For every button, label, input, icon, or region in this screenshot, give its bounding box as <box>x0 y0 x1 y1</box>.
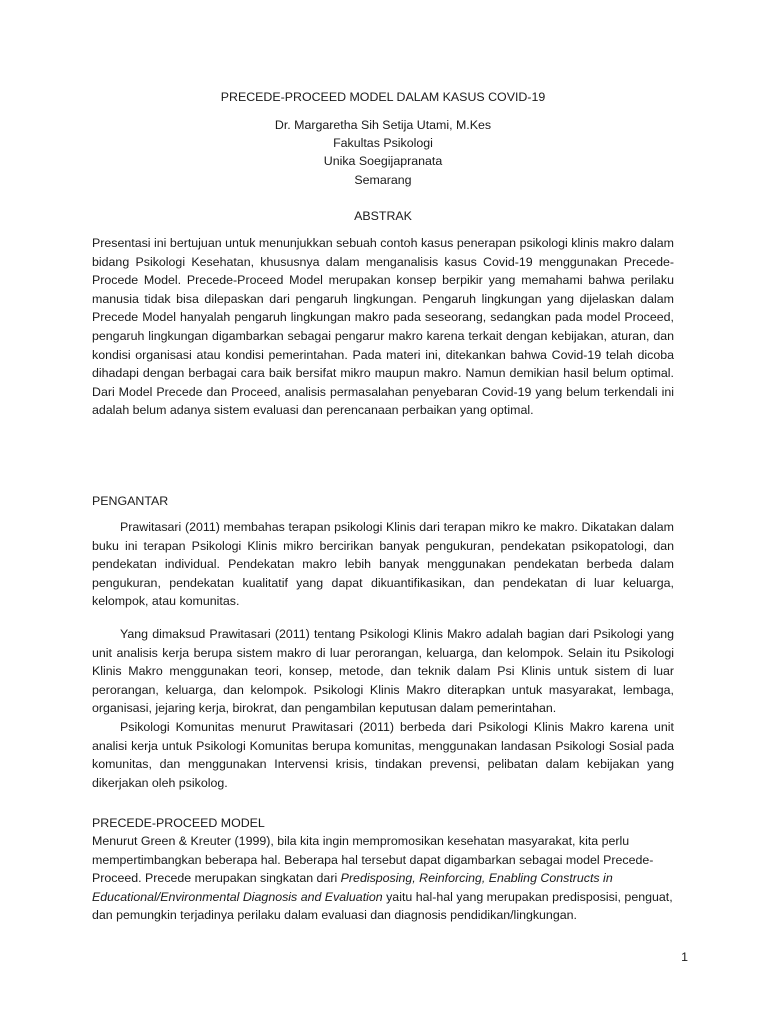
author-name: Dr. Margaretha Sih Setija Utami, M.Kes <box>274 118 492 132</box>
model-heading: PRECEDE-PROCEED MODEL <box>92 816 265 830</box>
author-block <box>92 116 674 189</box>
document-page <box>92 0 688 1024</box>
model-paragraph-1-start: Menurut Green & Kreuter (1999), bila kita ingin mempromosikan kesehatan masyarakat, kita perlu mempertimbangkan beberapa hal. Beberapa hal tersebut dapat digambarkan sebagai model Precede-Proceed. Precede merupakan singkatan dari <box>92 834 654 886</box>
model-paragraph-1-italic: Predisposing, Reinforcing, Enabling Constructs in Educational/Environmental Diagnosis and Evaluation <box>92 871 613 904</box>
document-title: PRECEDE-PROCEED MODEL DALAM KASUS COVID-19 <box>220 90 546 104</box>
pengantar-paragraph-3: Psikologi Komunitas menurut Prawitasari (2011) berbeda dari Psikologi Klinis Makro karena unit analisi kerja untuk Psikologi Komunitas berupa komunitas, menggunakan landasan Psikologi Sosial pada komunitas, dan menggunakan Intervensi krisis, tindakan prevensi, pelibatan dalam kebijakan yang dikerjakan oleh psikolog. <box>92 719 674 790</box>
pengantar-paragraph-2: Yang dimaksud Prawitasari (2011) tentang Psikologi Klinis Makro adalah bagian dari Psikologi yang unit analisis kerja berupa sistem makro di luar perorangan, keluarga, dan kelompok. Selain itu Psikologi Klinis Makro menggunakan teori, konsep, metode, dan teknik dalam Psi Klinis untuk sistem di luar perorangan, keluarga, dan kelompok. Psikologi Klinis Makro diterapkan untuk masyarakat, lembaga, organisasi, jejaring kerja, birokrat, dan pengambilan keputusan dalam pemerintahan. <box>92 626 674 716</box>
pengantar-section <box>92 518 674 792</box>
abstract-text: Presentasi ini bertujuan untuk menunjukkan sebuah contoh kasus penerapan psikologi klinis makro dalam bidang Psikologi Kesehatan, khususnya dalam menganalisis kasus Covid-19 menggunakan Precede-Procede Model. Precede-Proceed Model merupakan konsep berpikir yang memahami bahwa perilaku manusia tidak bisa dilepaskan dari pengaruh lingkungan. Pengaruh lingkungan yang dijelaskan dalam Precede Model hanyalah pengaruh lingkungan makro pada seseorang, sedangkan pada model Proceed, pengaruh lingkungan digambarkan sebagai pengarur makro karena terkait dengan kebijakan, aturan, dan kondisi organisasi atau kondisi pemerintahan. Pada materi ini, ditekankan bahwa Covid-19 telah dicoba dihadapi dengan berbagai cara baik bersifat mikro maupun makro. Namun demikian hasil belum optimal. Dari Model Precede dan Proceed, analisis permasalahan penyebaran Covid-19 yang belum terkendali ini adalah belum adanya sistem evaluasi dan perencanaan perbaikan yang optimal. <box>92 236 674 418</box>
pengantar-paragraph-1: Prawitasari (2011) membahas terapan psikologi Klinis dari terapan mikro ke makro. Dikatakan dalam buku ini terapan Psikologi Klinis mikro bercirikan banyak pengukuran, pendekatan psikopatologi, dan pendekatan individual. Pendekatan makro lebih banyak menggunakan pendekatan berbeda dalam pengukuran, pendekatan kualitatif yang dapat dikuantifikasikan, dan pendekatan di luar keluarga, kelompok, atau komunitas. <box>92 520 674 609</box>
author-faculty: Fakultas Psikologi <box>333 136 433 151</box>
model-paragraph-1 <box>92 832 674 925</box>
model-paragraph-1-end: yaitu hal-hal yang merupakan predisposisi, penguat, dan pemungkin terjadinya perilaku dalam evaluasi dan diagnosis pendidikan/lingkungan. <box>92 889 673 923</box>
page-number: 1 <box>681 950 688 964</box>
pengantar-heading: PENGANTAR <box>92 494 169 508</box>
abstract-heading: ABSTRAK <box>354 209 412 223</box>
author-university: Unika Soegijapranata <box>323 154 443 169</box>
author-city: Semarang <box>354 172 412 187</box>
